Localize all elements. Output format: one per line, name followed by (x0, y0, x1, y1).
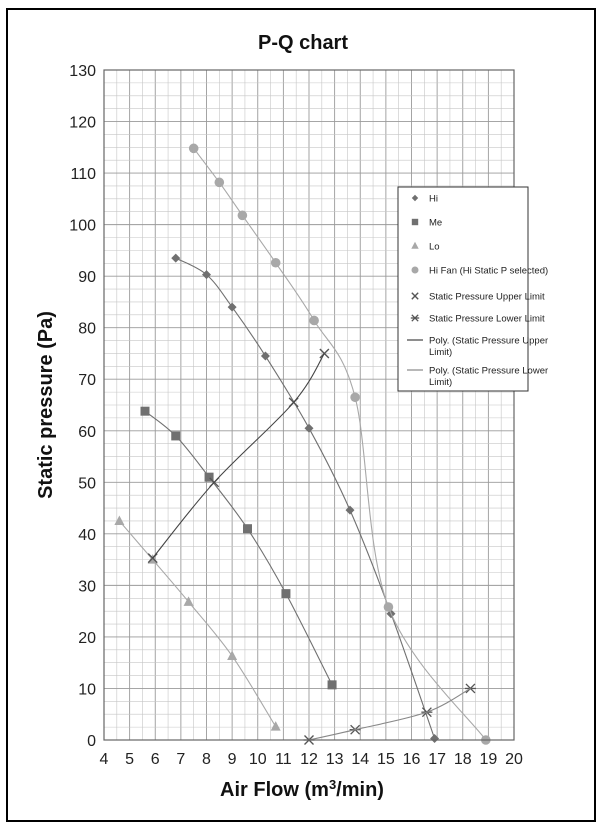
legend-box (398, 187, 528, 391)
y-tick-label: 30 (78, 578, 96, 596)
x-tick-label: 4 (99, 751, 109, 768)
square-marker (171, 431, 180, 440)
x-axis-label-superscript: 3 (328, 777, 337, 792)
x-tick-label: 14 (351, 751, 370, 768)
legend-label-line2: Limit) (429, 347, 453, 358)
y-tick-label: 40 (78, 526, 96, 544)
x-tick-label: 18 (453, 751, 472, 768)
square-marker (141, 407, 150, 416)
x-tick-label: 6 (150, 751, 160, 768)
x-tick-label: 11 (275, 751, 292, 768)
legend-label: Poly. (Static Pressure Lower (429, 365, 549, 377)
square-marker (412, 219, 418, 225)
x-axis-label (220, 777, 384, 801)
chart-title: P-Q chart (257, 32, 349, 54)
y-tick-label: 120 (69, 114, 96, 132)
legend-item (411, 314, 545, 325)
square-marker (328, 680, 337, 689)
circle-marker (309, 316, 319, 326)
y-tick-label: 60 (78, 423, 96, 441)
y-axis-label: Static pressure (Pa) (35, 311, 57, 499)
legend-label: Me (429, 217, 443, 229)
x-tick-label: 5 (125, 751, 135, 768)
legend-label: Hi Fan (Hi Static P selected) (429, 265, 549, 277)
legend-item (412, 292, 545, 303)
x-tick-label: 9 (227, 751, 237, 768)
legend-label-line2: Limit) (429, 377, 453, 388)
legend-label: Static Pressure Upper Limit (429, 291, 545, 303)
y-tick-label: 100 (69, 217, 96, 235)
x-axis-label-main: Air Flow (m (220, 779, 329, 801)
square-marker (243, 524, 252, 533)
circle-marker (215, 178, 225, 188)
circle-marker (350, 392, 360, 402)
x-tick-label: 15 (376, 751, 395, 768)
legend-item (412, 266, 549, 277)
x-tick-label: 8 (202, 751, 211, 768)
x-tick-label: 10 (248, 751, 267, 768)
y-tick-label: 110 (70, 166, 96, 184)
legend-label: Poly. (Static Pressure Upper (429, 335, 549, 347)
circle-marker (238, 211, 248, 221)
square-marker (281, 589, 290, 598)
x-tick-label: 16 (402, 751, 421, 768)
circle-marker (412, 267, 419, 274)
x-tick-label: 7 (176, 751, 186, 768)
y-tick-label: 70 (78, 372, 96, 390)
legend (398, 187, 548, 391)
legend-label: Static Pressure Lower Limit (429, 313, 545, 325)
circle-marker (384, 602, 394, 612)
circle-marker (271, 258, 281, 268)
x-tick-label: 20 (505, 751, 523, 768)
x-tick-label: 13 (325, 751, 344, 768)
legend-label: Hi (429, 193, 438, 205)
x-tick-label: 12 (300, 751, 318, 768)
circle-marker (189, 144, 199, 154)
y-tick-label: 130 (69, 63, 96, 80)
y-tick-label: 0 (87, 733, 96, 750)
legend-label: Lo (429, 241, 440, 253)
y-tick-label: 50 (78, 475, 96, 493)
y-tick-label: 20 (78, 629, 96, 647)
y-tick-label: 90 (78, 269, 96, 287)
x-axis-label-tail: /min) (336, 779, 384, 801)
y-tick-label: 80 (78, 320, 96, 338)
x-tick-label: 19 (479, 751, 498, 768)
x-tick-label: 17 (428, 751, 447, 768)
y-tick-label: 10 (78, 681, 96, 699)
